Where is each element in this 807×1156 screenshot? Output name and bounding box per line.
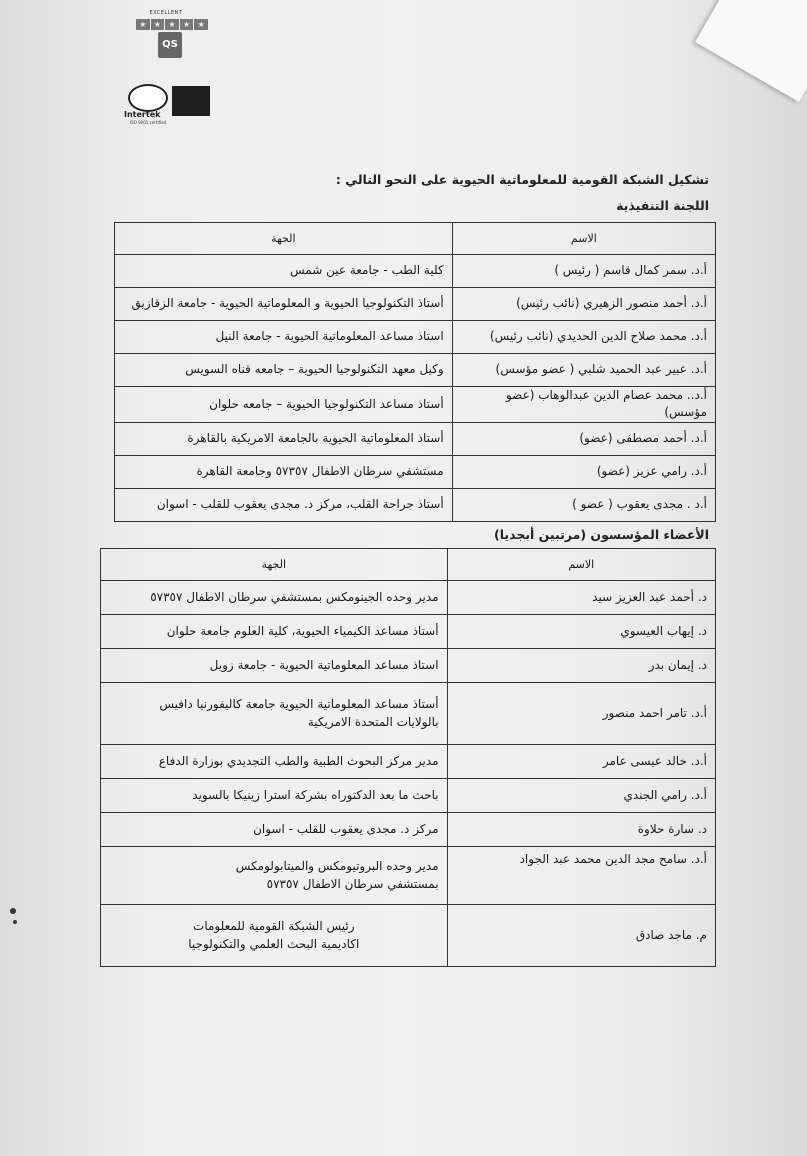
table-header-row — [101, 549, 716, 581]
org-column-header: الجهة — [101, 549, 448, 581]
member-org: استاذ مساعد المعلوماتية الحيوية - جامعة النيل — [115, 321, 453, 354]
member-org: أستاذ مساعد الكيمياء الحيوية، كلية العلوم جامعة حلوان — [101, 615, 448, 649]
founding-members-table — [100, 548, 716, 967]
star-icon: ★ — [151, 19, 165, 30]
member-name: د. أحمد عبد العزيز سيد — [447, 581, 715, 615]
org-line-1: رئيس الشبكة القومية للمعلومات — [193, 919, 355, 934]
star-icon: ★ — [165, 19, 179, 30]
org-column-header: الجهة — [115, 223, 453, 255]
member-name: أ.د.. محمد عصام الدين عبدالوهاب (عضو مؤسس) — [452, 387, 715, 423]
table-row — [115, 255, 716, 288]
member-org: وكيل معهد التكنولوجيا الحيوية – جامعه قناه السويس — [115, 354, 453, 387]
member-name: د. إيمان بدر — [447, 649, 715, 683]
member-org: مركز د. مجدى يعقوب للقلب - اسوان — [101, 813, 448, 847]
table-row — [115, 288, 716, 321]
table-row — [115, 422, 716, 455]
document-intro: تشكيل الشبكة القومية للمعلوماتية الحيوية على النحو التالي : — [335, 172, 709, 187]
member-org: باحث ما بعد الدكتوراه بشركة استرا زينيكا بالسويد — [101, 779, 448, 813]
member-name: د. إيهاب العيسوي — [447, 615, 715, 649]
member-name: أ.د. تامر احمد منصور — [447, 683, 715, 745]
page-corner-fold — [695, 0, 807, 102]
table-row — [115, 455, 716, 488]
member-name: أ.د. عبير عبد الحميد شلبي ( عضو مؤسس) — [452, 354, 715, 387]
table-row — [101, 905, 716, 967]
intertek-globe-icon — [128, 84, 168, 112]
table-row — [101, 745, 716, 779]
member-name: أ.د. رامي الجندي — [447, 779, 715, 813]
star-icon: ★ — [194, 19, 208, 30]
member-org: أستاذ المعلوماتية الحيوية بالجامعة الامريكية بالقاهرة — [115, 422, 453, 455]
org-line-2: بالولايات المتحدة الامريكية — [307, 714, 439, 729]
star-icon: ★ — [180, 19, 194, 30]
org-line-1: أستاذ مساعد المعلوماتية الحيوية جامعة كاليفورنيا دافيس — [159, 697, 439, 712]
member-org: مستشفي سرطان الاطفال ٥٧٣٥٧ وجامعة القاهرة — [115, 455, 453, 488]
table-row — [101, 649, 716, 683]
table-row — [101, 847, 716, 905]
table-row — [115, 321, 716, 354]
member-org — [101, 683, 448, 745]
member-name: أ.د. سمر كمال قاسم ( رئيس ) — [452, 255, 715, 288]
member-name: أ.د. خالد عيسى عامر — [447, 745, 715, 779]
qs-logo: QS — [158, 32, 182, 58]
executive-committee-title: اللجنة التنفيذية — [616, 198, 709, 213]
member-name: أ.د. محمد صلاح الدين الحديدي (نائب رئيس) — [452, 321, 715, 354]
member-org — [101, 847, 448, 905]
member-name: أ.د . مجدى يعقوب ( عضو ) — [452, 488, 715, 521]
accreditation-logo — [172, 86, 210, 116]
member-name: أ.د. أحمد منصور الزهيري (نائب رئيس) — [452, 288, 715, 321]
member-org: كلية الطب - جامعة عين شمس — [115, 255, 453, 288]
member-org: أستاذ جراحة القلب، مركز د. مجدى يعقوب للقلب - اسوان — [115, 488, 453, 521]
certification-logos — [122, 10, 222, 130]
member-name: أ.د. سامح مجد الدين محمد عبد الجواد — [447, 847, 715, 905]
member-org: مدير مركز البحوث الطبية والطب التجديدي بوزارة الدفاع — [101, 745, 448, 779]
org-line-2: اكاديمية البحث العلمي والتكنولوجيا — [188, 936, 360, 951]
table-header-row — [115, 223, 716, 255]
member-name: أ.د. رامي عزيز (عضو) — [452, 455, 715, 488]
member-org: أستاذ مساعد التكنولوجيا الحيوية – جامعه حلوان — [115, 387, 453, 423]
table-row — [101, 615, 716, 649]
org-line-2: بمستشفي سرطان الاطفال ٥٧٣٥٧ — [266, 876, 439, 891]
table-row — [115, 354, 716, 387]
table-row — [101, 683, 716, 745]
member-name: أ.د. أحمد مصطفى (عضو) — [452, 422, 715, 455]
table-row — [101, 779, 716, 813]
name-column-header: الاسم — [452, 223, 715, 255]
table-row — [115, 488, 716, 521]
name-column-header: الاسم — [447, 549, 715, 581]
member-org — [101, 905, 448, 967]
table-row — [101, 581, 716, 615]
iso-label: ISO 9001 certified — [130, 120, 167, 125]
intertek-label: Intertek — [124, 110, 161, 119]
executive-committee-table — [114, 222, 716, 522]
punch-hole-mark — [10, 908, 16, 914]
punch-hole-mark — [13, 920, 17, 924]
table-row — [101, 813, 716, 847]
member-org: مدير وحده الجينومكس بمستشفي سرطان الاطفال ٥٧٣٥٧ — [101, 581, 448, 615]
founding-members-title: الأعضاء المؤسسون (مرتبين أبجديا) — [494, 527, 709, 542]
member-name: م. ماجد صادق — [447, 905, 715, 967]
member-org: أستاذ التكنولوجيا الحيوية و المعلوماتية الحيوية - جامعة الزقازيق — [115, 288, 453, 321]
excellent-label: EXCELLENT — [149, 10, 183, 16]
star-icon: ★ — [136, 19, 150, 30]
org-line-1: مدير وحده البروتيومكس والميتابولومكس — [235, 859, 439, 874]
star-rating-icon — [136, 19, 208, 30]
member-name: د. سارة حلاوة — [447, 813, 715, 847]
member-org: استاذ مساعد المعلوماتية الحيوية - جامعة زويل — [101, 649, 448, 683]
table-row — [115, 387, 716, 423]
